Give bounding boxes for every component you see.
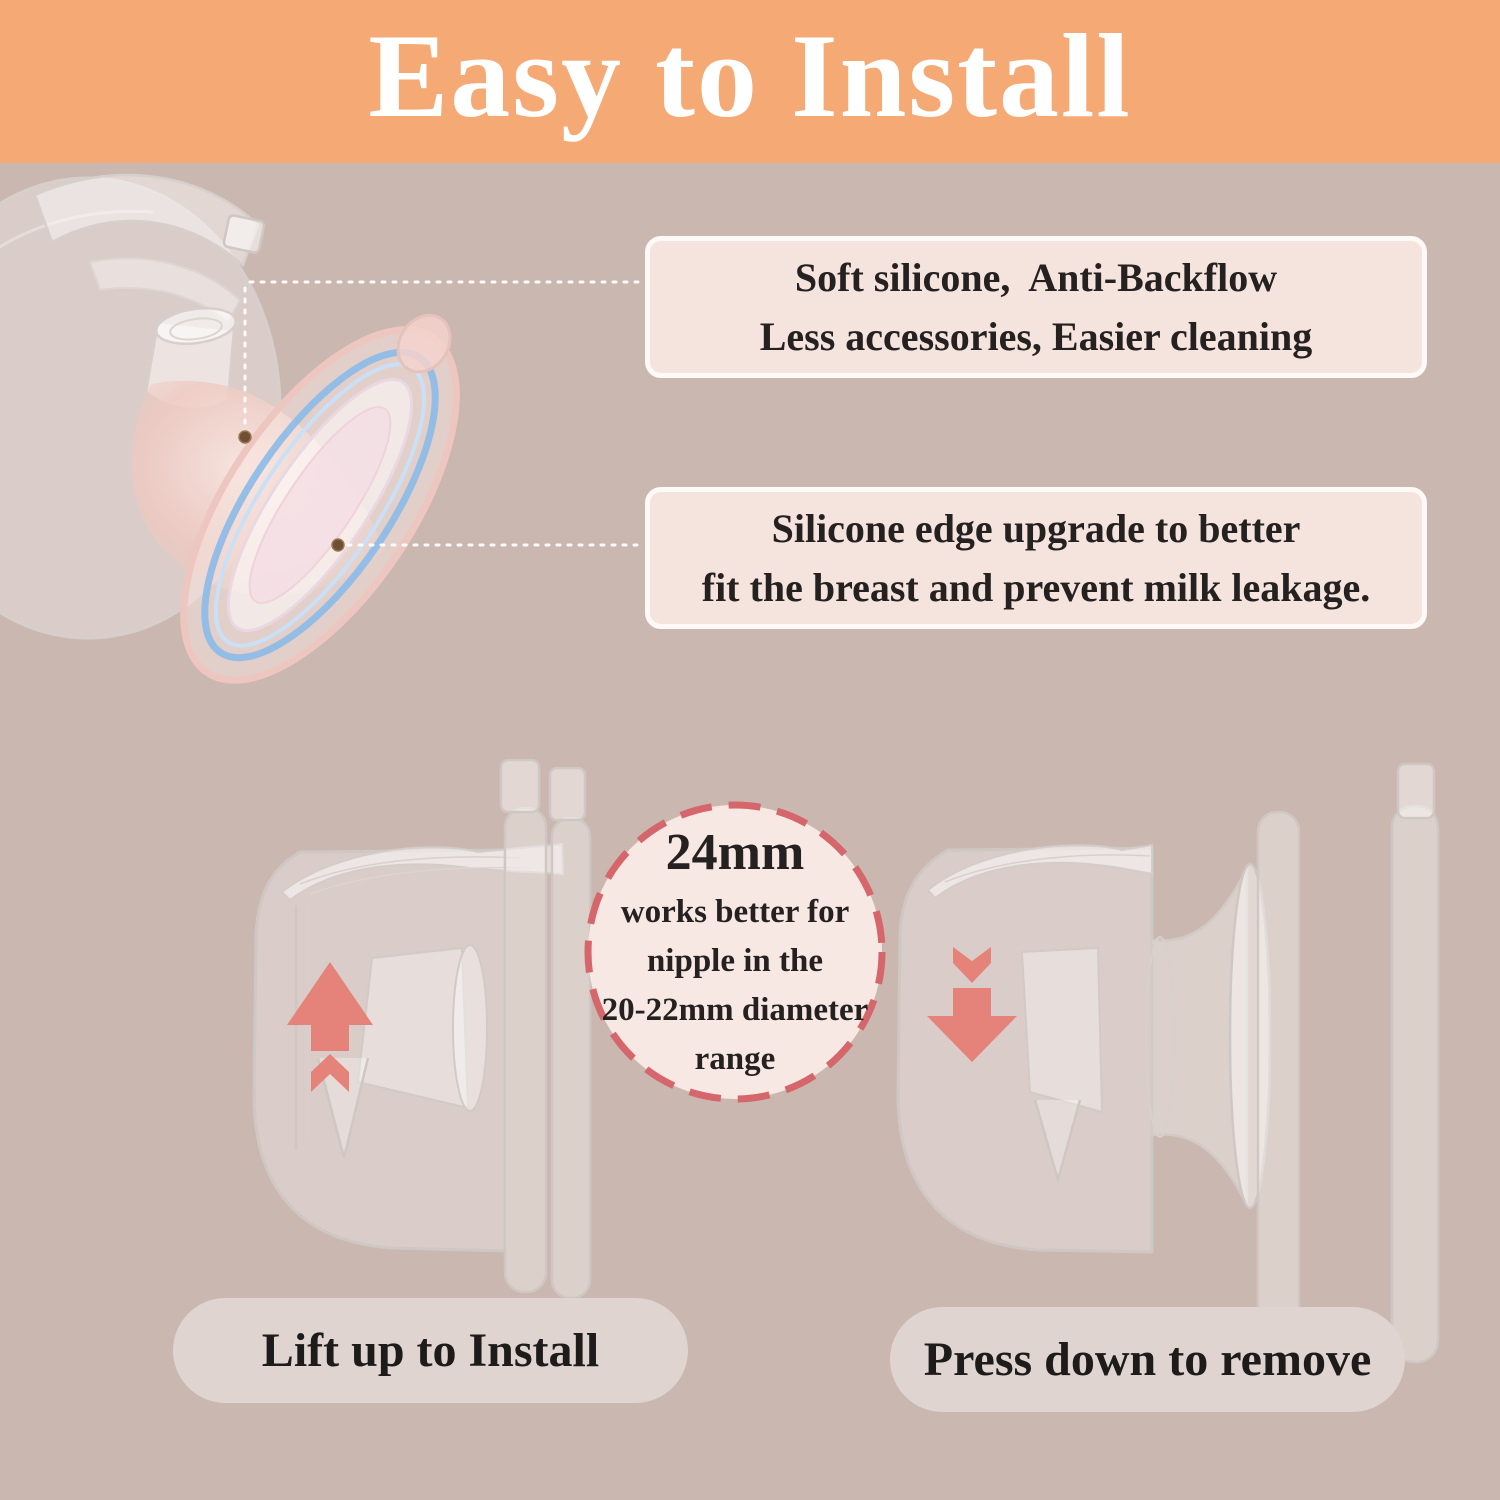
- label-press-down-to-remove: [890, 1307, 1405, 1412]
- badge-line: range: [694, 1041, 776, 1077]
- header-banner: [0, 0, 1500, 163]
- leader-dot-2: [332, 539, 344, 551]
- callout-line: Silicone edge upgrade to better: [771, 505, 1301, 551]
- page-title: Easy to Install: [368, 8, 1132, 142]
- size-badge: [581, 798, 889, 1106]
- label-lift-up-to-install: [173, 1298, 688, 1403]
- flange-product-top: [0, 175, 520, 724]
- badge-headline: 24mm: [665, 824, 805, 881]
- flange-product-left: [254, 760, 590, 1298]
- callout-line: Soft silicone, Anti-Backflow: [794, 254, 1278, 300]
- badge-line: works better for: [620, 894, 850, 930]
- leader-dot-1: [239, 431, 251, 443]
- callout-silicone-edge: [645, 487, 1427, 629]
- callout-line: Less accessories, Easier cleaning: [759, 313, 1313, 359]
- callout-line: fit the breast and prevent milk leakage.: [701, 564, 1371, 610]
- badge-line: 20-22mm diameter: [601, 992, 869, 1028]
- callout-soft-silicone: [645, 236, 1427, 378]
- badge-description: [602, 888, 869, 1084]
- badge-line: nipple in the: [646, 943, 824, 979]
- flange-product-right: [898, 764, 1438, 1362]
- pill-label: Press down to remove: [923, 1333, 1372, 1386]
- pill-label: Lift up to Install: [261, 1324, 600, 1377]
